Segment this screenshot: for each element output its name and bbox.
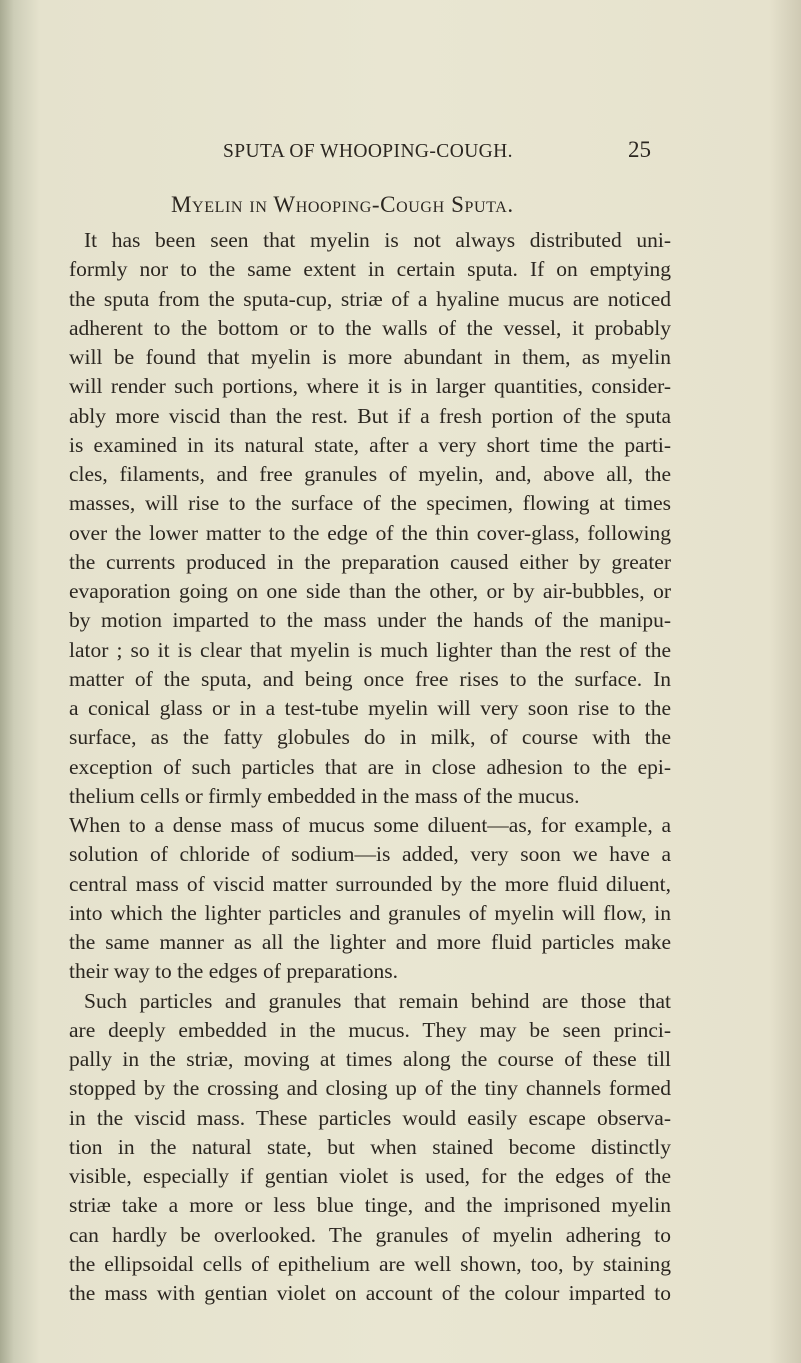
text-line: their way to the edges of preparations. [69,959,398,984]
section-heading: Myelin in Whooping-Cough Sputa. [171,192,514,217]
text-line: When to a dense mass of mucus some diluent—as, for example, a [69,813,671,837]
text-line: ably more viscid than the rest. But if a fresh portion of the sputa [69,403,671,428]
text-line: the ellipsoidal cells of epithelium are well shown, too, by staining [69,1251,671,1276]
text-line: visible, especially if gentian violet is used, for the edges of the [69,1164,671,1188]
text-line: stopped by the crossing and closing up of the tiny channels formed [69,1076,671,1101]
text-line: formly nor to the same extent in certain sputa. If on emptying [69,257,671,282]
text-line: will render such portions, where it is in larger quantities, consider- [69,374,671,399]
text-line: pally in the striæ, moving at times along the course of these till [69,1047,671,1071]
text-line: are deeply embedded in the mucus. They may be seen princi- [69,1017,671,1042]
text-line: masses, will rise to the surface of the specimen, flowing at times [69,491,671,516]
text-line: exception of such particles that are in close adhesion to the epi- [69,754,671,779]
text-line: surface, as the fatty globules do in milk, of course with the [69,725,671,750]
text-line: adherent to the bottom or to the walls of the vessel, it probably [69,315,671,340]
text-line: will be found that myelin is more abundant in them, as myelin [69,345,671,369]
text-line: Such particles and granules that remain behind are those that [84,988,671,1013]
text-line: It has been seen that myelin is not always distributed uni- [84,228,671,252]
text-line: is examined in its natural state, after a very short time the parti- [69,432,671,457]
text-line: into which the lighter particles and granules of myelin will flow, in [69,900,671,925]
text-line: tion in the natural state, but when stained become distinctly [69,1134,671,1159]
text-line: by motion imparted to the mass under the hands of the manipu- [69,608,671,633]
text-line: the sputa from the sputa-cup, striæ of a hyaline mucus are noticed [69,286,671,311]
text-line: the same manner as all the lighter and more fluid particles make [69,930,671,954]
text-line: striæ take a more or less blue tinge, and the imprisoned myelin [69,1193,671,1218]
text-line: the currents produced in the preparation caused either by greater [69,549,671,574]
text-line: cles, filaments, and free granules of myelin, and, above all, the [69,462,671,486]
text-line: the mass with gentian violet on account of the colour imparted to [69,1281,671,1305]
body-text [69,226,671,1308]
text-line: can hardly be overlooked. The granules of myelin adhering to [69,1222,671,1247]
text-line: solution of chloride of sodium—is added, very soon we have a [69,842,671,867]
text-line: lator ; so it is clear that myelin is much lighter than the rest of the [69,637,671,662]
text-line: matter of the sputa, and being once free rises to the surface. In [69,666,671,691]
text-line: thelium cells or firmly embedded in the mass of the mucus. [69,783,580,808]
text-line: a conical glass or in a test-tube myelin will very soon rise to the [69,696,671,720]
text-line: central mass of viscid matter surrounded by the more fluid diluent, [69,871,671,896]
text-line: over the lower matter to the edge of the thin cover-glass, following [69,520,671,545]
text-line: in the viscid mass. These particles would easily escape observa- [69,1105,671,1130]
page-header [0,137,801,171]
page-number: 25 [628,137,651,162]
running-title: SPUTA OF WHOOPING-COUGH. [223,141,513,162]
text-line: evaporation going on one side than the other, or by air-bubbles, or [69,579,671,603]
